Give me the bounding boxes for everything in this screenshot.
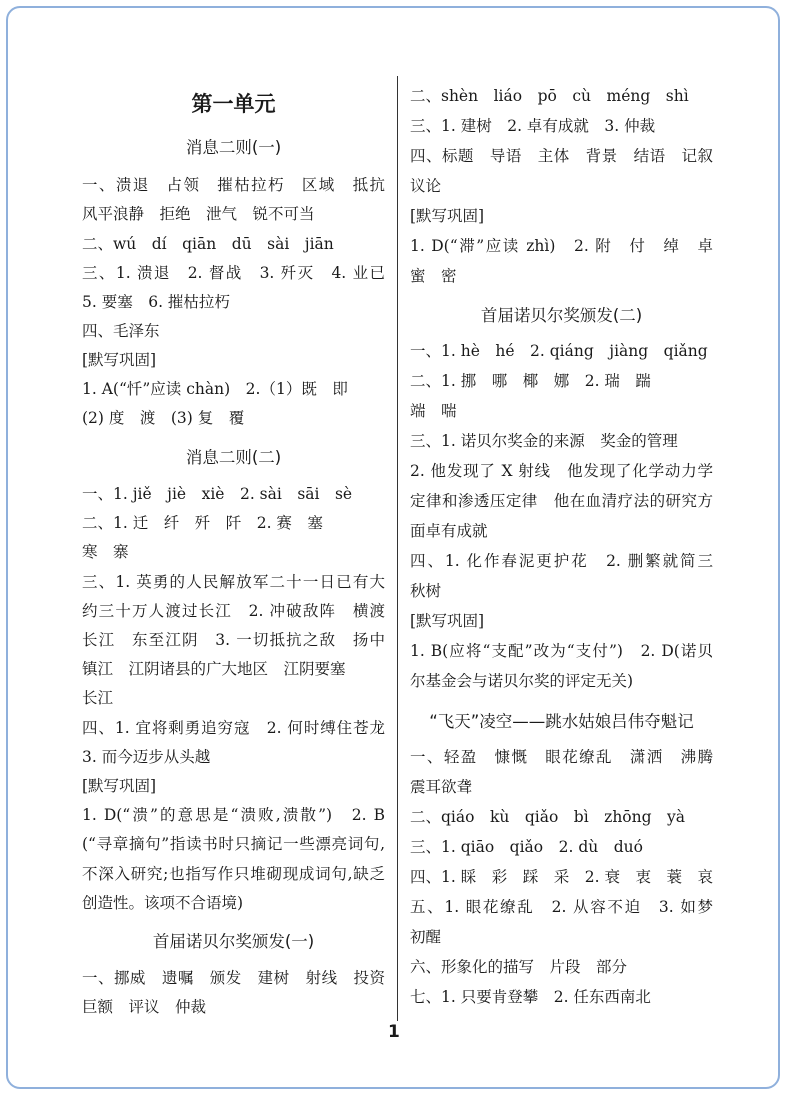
consolidation-label: [默写巩固] — [82, 777, 157, 795]
answer-line: 二、wú dí qiān dū sài jiān — [82, 235, 334, 253]
answer-line: 1. A(“忏”应读 chàn) 2.（1）既 即 — [82, 380, 348, 398]
answer-line: 长江 — [82, 689, 114, 707]
answer-line: 风平浪静 拒绝 泄气 锐不可当 — [82, 205, 315, 223]
answer-line: 一、1. jiě jiè xiè 2. sài sāi sè — [82, 485, 353, 503]
answer-line: 镇江 江阴诸县的广大地区 江阴要塞 — [82, 660, 346, 678]
answer-line: 蜜 密 — [410, 267, 457, 285]
answer-line: 二、1. 挪 哪 椰 娜 2. 瑞 踹 — [410, 372, 651, 390]
answer-line: 1. D(“滞”应读 zhì) 2. 附 付 绰 卓 — [410, 237, 713, 255]
answer-line: 3. 而今迈步从头越 — [82, 748, 211, 766]
answer-line: (2) 度 渡 (3) 复 覆 — [82, 409, 245, 427]
unit-title: 第一单元 — [191, 92, 276, 116]
answer-line: 七、1. 只要肯登攀 2. 任东西南北 — [410, 988, 651, 1006]
answer-line: 一、轻盈 慷慨 眼花缭乱 潇洒 沸腾 — [410, 748, 713, 766]
answer-line: 二、1. 迁 纤 歼 阡 2. 赛 塞 — [82, 514, 323, 532]
answer-line: 端 喘 — [410, 402, 457, 420]
answer-line: 四、标题 导语 主体 背景 结语 记叙 — [410, 147, 713, 165]
section-title: 首届诺贝尔奖颁发(一) — [152, 932, 315, 951]
answer-line: 尔基金会与诺贝尔奖的评定无关) — [410, 672, 634, 690]
answer-line: 二、shèn liáo pō cù méng shì — [410, 87, 689, 105]
answer-line: (“寻章摘句”指读书时只摘记一些漂亮词句, — [82, 835, 385, 853]
answer-line: 六、形象化的描写 片段 部分 — [410, 958, 628, 976]
answer-line: 一、1. hè hé 2. qiáng jiàng qiǎng — [410, 342, 708, 360]
section-title: 消息二则(二) — [185, 448, 282, 467]
answer-line: 巨额 评议 仲裁 — [82, 998, 207, 1016]
answer-line: 一、溃退 占领 摧枯拉朽 区域 抵抗 — [82, 176, 385, 194]
answer-line: 1. D(“溃”的意思是“溃败,溃散”) 2. B — [82, 806, 385, 824]
answer-line: 面卓有成就 — [410, 522, 488, 540]
answer-line: 一、挪威 遗嘱 颁发 建树 射线 投资 — [82, 969, 385, 987]
answer-line: 震耳欲聋 — [410, 778, 473, 796]
answer-line: 2. 他发现了 X 射线 他发现了化学动力学 — [410, 462, 713, 480]
page-number: 1 — [388, 1022, 400, 1042]
column-divider — [397, 76, 398, 1021]
answer-line: 三、1. 溃退 2. 督战 3. 歼灭 4. 业已 — [82, 264, 385, 282]
answer-line: 四、1. 睬 彩 踩 采 2. 衰 衷 蓑 哀 — [410, 868, 713, 886]
answer-line: 四、1. 宜将剩勇追穷寇 2. 何时缚住苍龙 — [82, 719, 385, 737]
section-title: “飞天”凌空——跳水姑娘吕伟夺魁记 — [429, 712, 694, 731]
section-title: 消息二则(一) — [185, 138, 282, 157]
answer-line: 定律和渗透压定律 他在血清疗法的研究方 — [410, 492, 713, 510]
answer-line: 三、1. 诺贝尔奖金的来源 奖金的管理 — [410, 432, 678, 450]
answer-line: 秋树 — [410, 582, 442, 600]
answer-line: 四、1. 化作春泥更护花 2. 删繁就简三 — [410, 552, 713, 570]
consolidation-label: [默写巩固] — [410, 207, 485, 225]
answer-line: 四、毛泽东 — [82, 322, 160, 340]
answer-line: 三、1. qiāo qiǎo 2. dù duó — [410, 838, 643, 856]
consolidation-label: [默写巩固] — [82, 351, 157, 369]
answer-line: 寒 寨 — [82, 543, 129, 561]
answer-line: 初醒 — [410, 928, 442, 946]
answer-line: 1. B(应将“支配”改为“支付”) 2. D(诺贝 — [410, 642, 713, 660]
answer-line: 长江 东至江阴 3. 一切抵抗之敌 扬中 — [82, 631, 385, 649]
answer-line: 5. 要塞 6. 摧枯拉朽 — [82, 293, 230, 311]
answer-line: 议论 — [410, 177, 442, 195]
answer-line: 不深入研究;也指写作只堆砌现成词句,缺乏 — [82, 865, 385, 883]
answer-line: 五、1. 眼花缭乱 2. 从容不迫 3. 如梦 — [410, 898, 713, 916]
answer-line: 创造性。该项不合语境) — [82, 894, 244, 912]
answer-line: 三、1. 英勇的人民解放军二十一日已有大 — [82, 573, 385, 591]
answer-line: 二、qiáo kù qiǎo bì zhōng yà — [410, 808, 686, 826]
answer-line: 约三十万人渡过长江 2. 冲破敌阵 横渡 — [82, 602, 385, 620]
answer-line: 三、1. 建树 2. 卓有成就 3. 仲裁 — [410, 117, 656, 135]
consolidation-label: [默写巩固] — [410, 612, 485, 630]
section-title: 首届诺贝尔奖颁发(二) — [480, 306, 643, 325]
